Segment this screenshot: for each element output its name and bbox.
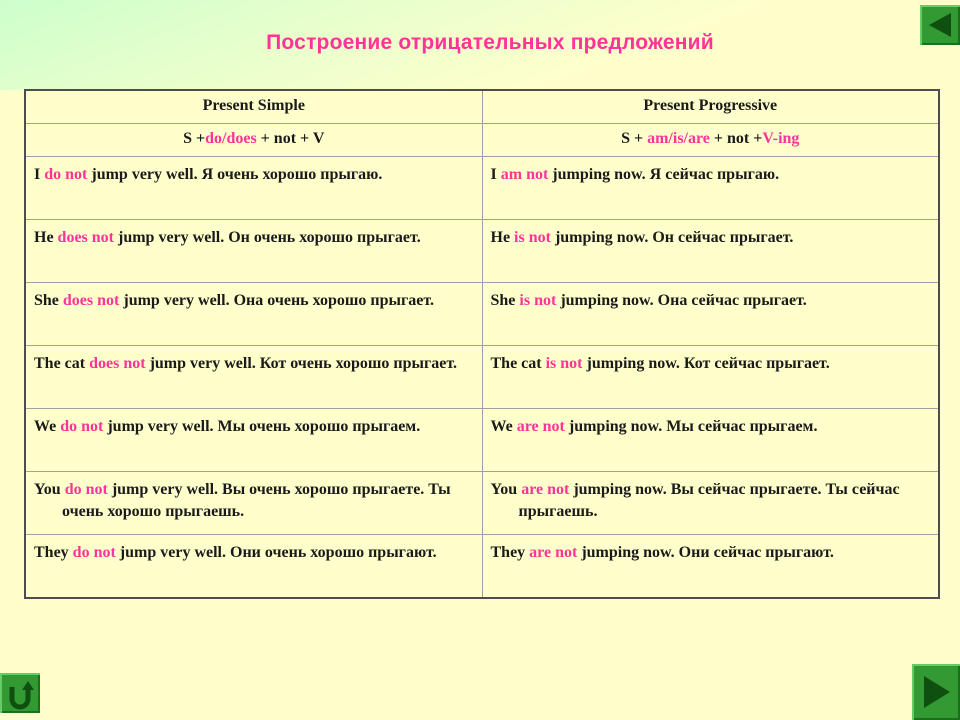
example-sentence: [34, 227, 474, 249]
highlighted-verb: is not: [545, 355, 583, 372]
text-segment: I: [490, 166, 501, 183]
cell-present-progressive: [482, 409, 939, 472]
text-segment: S +: [621, 130, 648, 147]
cell-present-simple: [25, 472, 482, 535]
text-segment: We: [34, 418, 61, 435]
table-row: [25, 220, 939, 283]
text-segment: They: [490, 544, 530, 561]
formula-present-simple: [25, 124, 482, 157]
previous-slide-button[interactable]: [920, 5, 960, 45]
table-row: [25, 346, 939, 409]
table-row: [25, 535, 939, 599]
text-segment: jump very well. Мы очень хорошо прыгаем.: [103, 418, 421, 435]
highlighted-verb: do/does: [205, 130, 257, 147]
text-segment: She: [490, 292, 520, 309]
text-segment: jumping now. Она сейчас прыгает.: [556, 292, 807, 309]
cell-present-simple: [25, 535, 482, 599]
highlighted-verb: are not: [529, 544, 578, 561]
cell-present-simple: [25, 283, 482, 346]
text-segment: jump very well. Я очень хорошо прыгаю.: [87, 166, 383, 183]
header-present-simple: Present Simple: [25, 90, 482, 124]
highlighted-verb: is not: [514, 229, 551, 246]
example-sentence: [491, 227, 931, 249]
formula-present-progressive: [482, 124, 939, 157]
cell-present-simple: [25, 220, 482, 283]
example-sentence: [491, 353, 931, 375]
formula-row: [25, 124, 939, 157]
text-segment: jumping now. Кот сейчас прыгает.: [582, 355, 830, 372]
text-segment: + not + V: [256, 130, 325, 147]
table-row: [25, 283, 939, 346]
example-sentence: [34, 353, 474, 375]
text-segment: The cat: [490, 355, 546, 372]
text-segment: jumping now. Он сейчас прыгает.: [550, 229, 794, 246]
text-segment: I: [34, 166, 45, 183]
example-sentence: [34, 542, 474, 564]
cell-present-progressive: [482, 220, 939, 283]
text-segment: jumping now. Я сейчас прыгаю.: [548, 166, 780, 183]
highlighted-verb: do not: [64, 481, 108, 498]
header-present-progressive: Present Progressive: [482, 90, 939, 124]
return-button[interactable]: [0, 673, 40, 713]
text-segment: jumping now. Мы сейчас прыгаем.: [564, 418, 818, 435]
text-segment: He: [34, 229, 58, 246]
cell-present-progressive: [482, 346, 939, 409]
highlighted-verb: am not: [500, 166, 549, 183]
example-sentence: [34, 290, 474, 312]
text-segment: jump very well. Она очень хорошо прыгает.: [119, 292, 435, 309]
cell-present-progressive: [482, 472, 939, 535]
text-segment: The cat: [34, 355, 90, 372]
highlighted-verb: V-ing: [762, 130, 800, 147]
table-row: [25, 472, 939, 535]
highlighted-verb: are not: [516, 418, 565, 435]
highlighted-verb: am/is/are: [647, 130, 710, 147]
highlighted-verb: does not: [62, 292, 120, 309]
example-sentence: [34, 479, 474, 523]
highlighted-verb: does not: [89, 355, 146, 372]
text-segment: They: [34, 544, 73, 561]
text-segment: You: [34, 481, 65, 498]
cell-present-progressive: [482, 535, 939, 599]
cell-present-simple: [25, 346, 482, 409]
example-sentence: [34, 164, 474, 186]
example-sentence: [34, 416, 474, 438]
text-segment: He: [490, 229, 515, 246]
text-segment: jump very well. Они очень хорошо прыгают.: [115, 544, 437, 561]
text-segment: jump very well. Он очень хорошо прыгает.: [114, 229, 421, 246]
text-segment: We: [490, 418, 517, 435]
example-sentence: [491, 416, 931, 438]
return-arrow-icon: [0, 673, 40, 713]
table-row: [25, 157, 939, 220]
example-sentence: [491, 542, 931, 564]
grammar-table: [24, 89, 940, 599]
highlighted-verb: do not: [44, 166, 88, 183]
highlighted-verb: are not: [521, 481, 570, 498]
highlighted-verb: do not: [72, 544, 116, 561]
cell-present-simple: [25, 157, 482, 220]
page-title: Построение отрицательных предложений: [266, 31, 714, 54]
triangle-right-icon: [912, 664, 960, 720]
text-segment: jumping now. Вы сейчас прыгаете. Ты сейчас прыгаешь.: [518, 481, 900, 520]
text-segment: jumping now. Они сейчас прыгают.: [577, 544, 834, 561]
highlighted-verb: is not: [519, 292, 557, 309]
example-sentence: [491, 290, 931, 312]
highlighted-verb: does not: [57, 229, 114, 246]
triangle-left-icon: [920, 5, 960, 45]
example-sentence: [491, 164, 931, 186]
cell-present-progressive: [482, 283, 939, 346]
text-segment: jump very well. Кот очень хорошо прыгает.: [145, 355, 458, 372]
highlighted-verb: do not: [60, 418, 104, 435]
text-segment: She: [34, 292, 63, 309]
cell-present-progressive: [482, 157, 939, 220]
table-row: [25, 409, 939, 472]
text-segment: jump very well. Вы очень хорошо прыгаете. Ты очень хорошо прыгаешь.: [62, 481, 451, 520]
example-sentence: [491, 479, 931, 523]
table-header-row: [25, 90, 939, 124]
next-slide-button[interactable]: [912, 664, 960, 720]
text-segment: S +: [183, 130, 206, 147]
cell-present-simple: [25, 409, 482, 472]
text-segment: You: [490, 481, 522, 498]
text-segment: + not +: [709, 130, 763, 147]
